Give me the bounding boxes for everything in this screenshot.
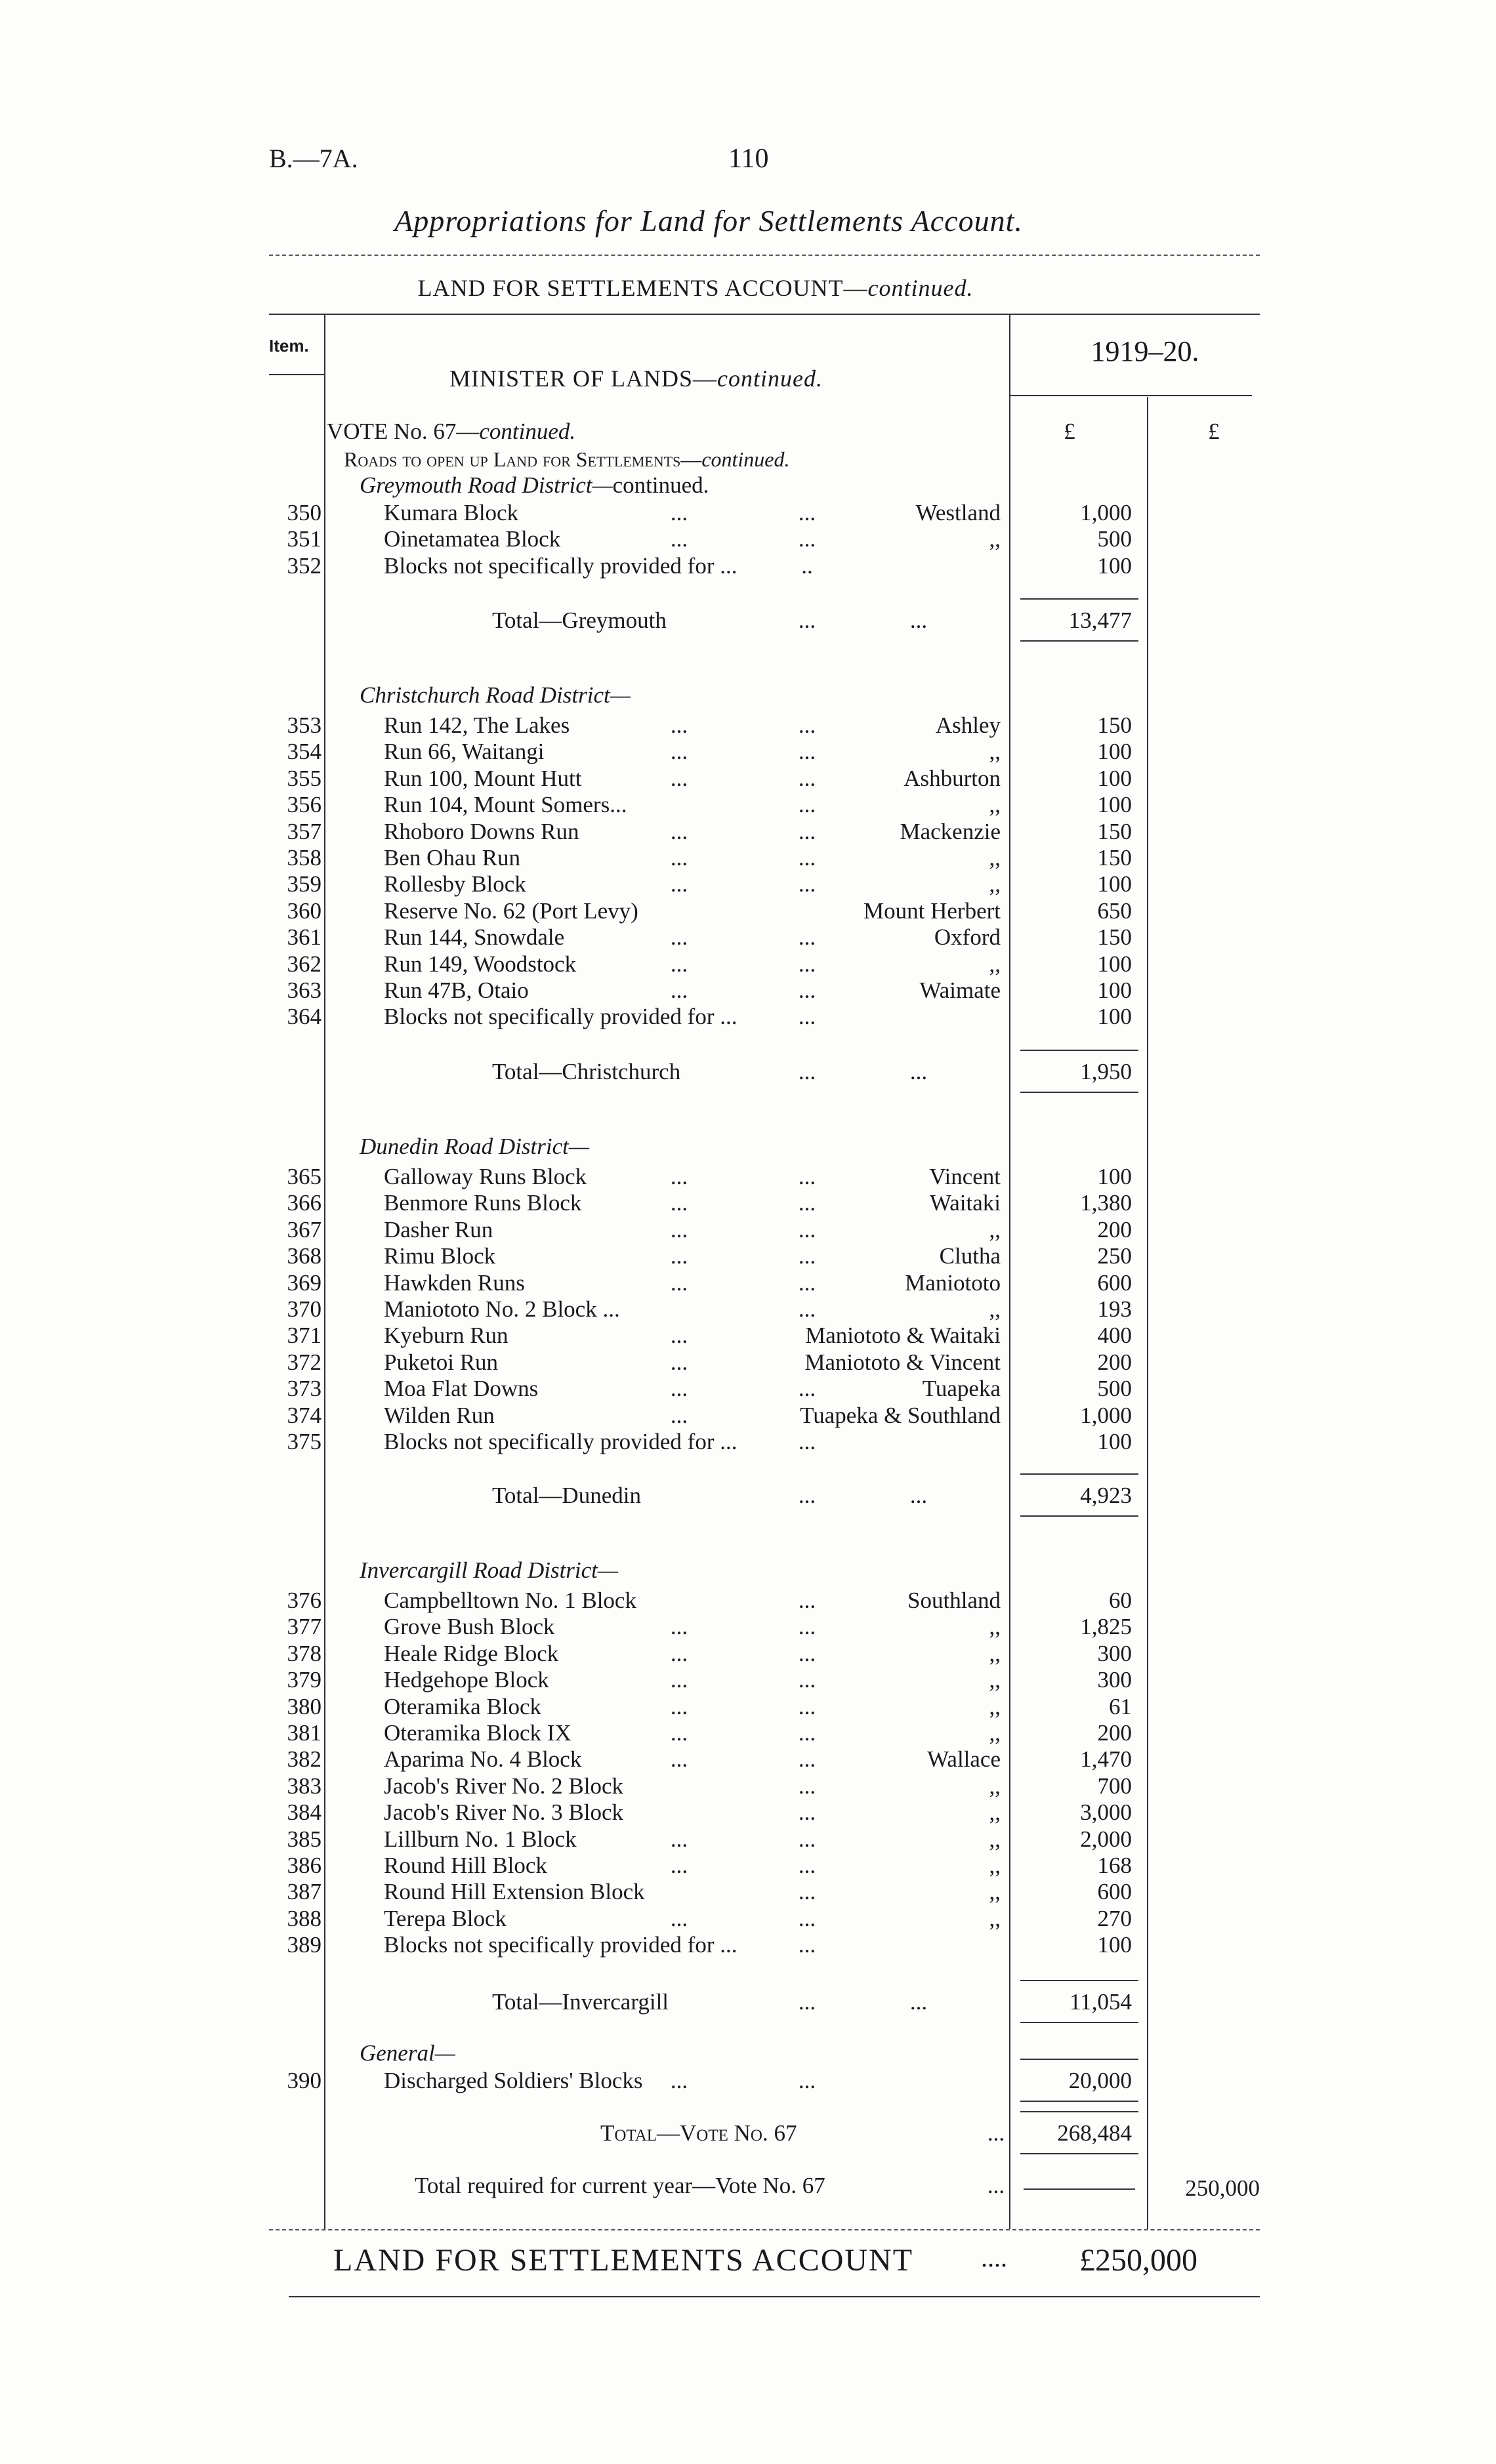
leader-dots: ... <box>670 1349 688 1375</box>
leader-dots: ... <box>798 1614 816 1639</box>
leader-dots: ... <box>670 1270 688 1296</box>
item-description: Run 149, Woodstock <box>384 951 577 977</box>
leader-dots: ... <box>798 1243 816 1269</box>
leader-dots: ... <box>798 977 816 1003</box>
item-amount: 400 <box>1097 1323 1132 1348</box>
item-number: 381 <box>287 1720 322 1746</box>
leader-dots: ... <box>670 1190 688 1216</box>
item-district: Mount Herbert <box>863 898 1001 924</box>
section-total-amount: 4,923 <box>1080 1483 1132 1508</box>
section-heading: Christchurch Road District— <box>360 682 631 708</box>
item-description: Kumara Block <box>384 500 519 525</box>
item-number: 373 <box>287 1376 322 1401</box>
item-district: Ashley <box>935 712 1001 738</box>
item-description: Maniototo No. 2 Block ... <box>384 1296 620 1322</box>
account-subtitle-cont: continued. <box>867 275 974 301</box>
item-number: 366 <box>287 1190 322 1216</box>
item-amount: 100 <box>1097 1932 1132 1958</box>
leader-dots: ... <box>798 845 816 871</box>
item-district: Maniototo <box>905 1270 1001 1296</box>
item-number: 358 <box>287 845 322 871</box>
leader-dots: ... <box>798 951 816 977</box>
item-district: ,, <box>989 792 1001 817</box>
item-amount: 700 <box>1097 1773 1132 1799</box>
item-amount: 650 <box>1097 898 1132 924</box>
leader-dots: ... <box>798 1667 816 1693</box>
item-amount: 200 <box>1097 1349 1132 1375</box>
item-number: 365 <box>287 1164 322 1189</box>
leader-dots: ... <box>670 819 688 844</box>
item-number: 384 <box>287 1799 322 1825</box>
item-amount: 150 <box>1097 845 1132 871</box>
minister-heading <box>449 365 823 392</box>
item-district: Maniototo & Vincent <box>804 1349 1001 1375</box>
item-amount: 500 <box>1097 1376 1132 1401</box>
item-amount: 500 <box>1097 526 1132 552</box>
item-amount: 1,000 <box>1080 500 1132 525</box>
leader-dots: ... <box>798 1270 816 1296</box>
item-description: Campbelltown No. 1 Block <box>384 1588 636 1613</box>
table-top-rule <box>269 314 1260 315</box>
item-district: Vincent <box>929 1164 1001 1189</box>
item-amount: 100 <box>1097 553 1132 579</box>
item-district: ,, <box>989 1614 1001 1639</box>
item-number: 371 <box>287 1323 322 1348</box>
item-district: Wallace <box>927 1746 1001 1772</box>
item-district: ,, <box>989 1826 1001 1852</box>
leader-dots: ... <box>670 1746 688 1772</box>
general-rule-bottom <box>1020 2101 1138 2102</box>
amount-column-divider-left <box>1009 314 1010 2229</box>
item-district: ,, <box>989 845 1001 871</box>
roads-line-cont: continued. <box>701 447 790 471</box>
leader-dots: ... <box>670 2068 688 2093</box>
item-description: Hawkden Runs <box>384 1270 525 1296</box>
item-amount: 3,000 <box>1080 1799 1132 1825</box>
item-number: 354 <box>287 739 322 764</box>
document-reference: B.—7A. <box>269 144 358 173</box>
item-district: Southland <box>907 1588 1001 1613</box>
leader-dots: ... <box>670 1641 688 1666</box>
account-subtitle-main: LAND FOR SETTLEMENTS ACCOUNT— <box>417 275 868 301</box>
item-number: 386 <box>287 1853 322 1878</box>
item-number: 356 <box>287 792 322 817</box>
minister-heading-cont: continued. <box>717 365 823 392</box>
item-district: Westland <box>915 500 1001 525</box>
item-description: Oteramika Block <box>384 1694 542 1719</box>
item-description: Rollesby Block <box>384 871 526 897</box>
vote-line-cont: continued. <box>479 419 576 444</box>
item-district: ,, <box>989 526 1001 552</box>
item-number: 387 <box>287 1879 322 1904</box>
leader-dots: ... <box>798 1773 816 1799</box>
leader-dots: ... <box>670 1403 688 1428</box>
item-description: Blocks not specifically provided for ... <box>384 553 738 579</box>
item-number: 380 <box>287 1694 322 1719</box>
leader-dots: ... <box>798 1217 816 1242</box>
item-number: 374 <box>287 1403 322 1428</box>
leader-dots: ... <box>798 1906 816 1931</box>
section-heading: Invercargill Road District— <box>360 1557 619 1583</box>
leader-dots: ... <box>798 1483 816 1508</box>
section-total-label: Total—Invercargill <box>492 1989 669 2015</box>
item-amount: 100 <box>1097 1164 1132 1189</box>
item-district: ,, <box>989 1879 1001 1904</box>
item-district: ,, <box>989 951 1001 977</box>
leader-dots: ... <box>798 1164 816 1189</box>
item-description: Run 104, Mount Somers... <box>384 792 627 817</box>
item-description: Rhoboro Downs Run <box>384 819 579 844</box>
total-rule-bottom <box>1020 1515 1138 1517</box>
item-description: Terepa Block <box>384 1906 507 1931</box>
item-amount: 100 <box>1097 1004 1132 1029</box>
leader-dots: ... <box>798 526 816 552</box>
account-subtitle <box>0 274 1312 302</box>
item-amount: 2,000 <box>1080 1826 1132 1852</box>
vote-total-dots: ... <box>987 2120 1005 2146</box>
vote-total-rule-top <box>1020 2111 1138 2112</box>
item-description: Aparima No. 4 Block <box>384 1746 582 1772</box>
item-amount: 600 <box>1097 1270 1132 1296</box>
leader-dots: ... <box>670 739 688 764</box>
item-amount: 20,000 <box>1068 2068 1132 2093</box>
total-rule-top <box>1020 1980 1138 1981</box>
item-amount: 200 <box>1097 1217 1132 1242</box>
leader-dots: ... <box>798 1296 816 1322</box>
item-number: 372 <box>287 1349 322 1375</box>
item-district: ,, <box>989 1217 1001 1242</box>
item-amount: 100 <box>1097 871 1132 897</box>
account-footer-dots: .... <box>981 2243 1007 2272</box>
amount-column-divider-middle <box>1147 397 1148 2229</box>
section-heading: Greymouth Road District—continued. <box>360 472 709 498</box>
item-description: Run 66, Waitangi <box>384 739 545 764</box>
item-description: Heale Ridge Block <box>384 1641 559 1666</box>
item-district: ,, <box>989 1799 1001 1825</box>
vote-line-main: VOTE No. 67— <box>327 419 480 444</box>
item-description: Moa Flat Downs <box>384 1376 539 1401</box>
vote-total-rule-bottom <box>1020 2153 1138 2154</box>
item-amount: 100 <box>1097 792 1132 817</box>
leader-dots: ... <box>909 1059 928 1084</box>
item-number: 352 <box>287 553 322 579</box>
leader-dots: ... <box>798 1190 816 1216</box>
roads-line <box>344 446 790 472</box>
leader-dots: ... <box>798 924 816 950</box>
item-description: Puketoi Run <box>384 1349 499 1375</box>
leader-dots: ... <box>798 1429 816 1454</box>
item-description: Run 144, Snowdale <box>384 924 565 950</box>
required-label: Total required for current year—Vote No. 67 <box>415 2173 825 2198</box>
table-bottom-rule <box>269 2229 1260 2230</box>
leader-dots: ... <box>798 1376 816 1401</box>
leader-dots: ... <box>798 871 816 897</box>
item-district: ,, <box>989 1667 1001 1693</box>
item-number: 375 <box>287 1429 322 1454</box>
section-total-label: Total—Dunedin <box>492 1483 641 1508</box>
item-amount: 1,470 <box>1080 1746 1132 1772</box>
item-amount: 100 <box>1097 977 1132 1003</box>
footer-rule <box>289 2296 1260 2297</box>
general-rule-top <box>1020 2059 1138 2060</box>
leader-dots: ... <box>798 739 816 764</box>
year-header-rule <box>1009 395 1252 396</box>
item-district: ,, <box>989 1641 1001 1666</box>
item-description: Jacob's River No. 2 Block <box>384 1773 624 1799</box>
item-amount: 100 <box>1097 951 1132 977</box>
item-amount: 100 <box>1097 1429 1132 1454</box>
item-description: Oinetamatea Block <box>384 526 561 552</box>
item-description: Round Hill Block <box>384 1853 547 1878</box>
leader-dots: ... <box>670 712 688 738</box>
leader-dots: ... <box>670 871 688 897</box>
total-rule-top <box>1020 1473 1138 1475</box>
item-number: 362 <box>287 951 322 977</box>
section-total-amount: 11,054 <box>1070 1989 1132 2015</box>
item-column-divider <box>324 314 325 2229</box>
item-district: ,, <box>989 871 1001 897</box>
item-amount: 270 <box>1097 1906 1132 1931</box>
item-amount: 1,825 <box>1080 1614 1132 1639</box>
leader-dots: ... <box>798 1826 816 1852</box>
leader-dots: ... <box>798 1059 816 1084</box>
item-number: 367 <box>287 1217 322 1242</box>
item-description: Dasher Run <box>384 1217 493 1242</box>
leader-dots: ... <box>798 1641 816 1666</box>
item-district: ,, <box>989 739 1001 764</box>
item-description: Blocks not specifically provided for ... <box>384 1932 738 1958</box>
item-amount: 300 <box>1097 1667 1132 1693</box>
item-number: 370 <box>287 1296 322 1322</box>
leader-dots: ... <box>670 1243 688 1269</box>
item-amount: 60 <box>1109 1588 1132 1613</box>
currency-symbol-1: £ <box>1064 419 1075 444</box>
item-description: Galloway Runs Block <box>384 1164 587 1189</box>
title-rule <box>269 255 1260 256</box>
item-district: Oxford <box>934 924 1001 950</box>
leader-dots: ... <box>670 977 688 1003</box>
item-description: Discharged Soldiers' Blocks <box>384 2068 643 2093</box>
leader-dots: ... <box>670 951 688 977</box>
item-district: Maniototo & Waitaki <box>805 1323 1001 1348</box>
item-column-header: Item. <box>269 336 309 356</box>
item-number: 351 <box>287 526 322 552</box>
total-rule-bottom <box>1020 2022 1138 2023</box>
leader-dots: ... <box>670 500 688 525</box>
item-description: Benmore Runs Block <box>384 1190 582 1216</box>
item-amount: 150 <box>1097 819 1132 844</box>
leader-dots: ... <box>670 1906 688 1931</box>
leader-dots: ... <box>798 792 816 817</box>
vote-total-label <box>600 2120 797 2146</box>
item-district: ,, <box>989 1773 1001 1799</box>
section-heading-suffix: continued. <box>612 472 709 498</box>
item-description: Blocks not specifically provided for ... <box>384 1429 738 1454</box>
item-number: 390 <box>287 2068 322 2093</box>
leader-dots: ... <box>798 1853 816 1878</box>
leader-dots: ... <box>798 607 816 633</box>
vote-total-text: Total—Vote No. 67 <box>600 2120 797 2146</box>
item-header-rule <box>269 374 324 375</box>
leader-dots: ... <box>670 1853 688 1878</box>
leader-dots: ... <box>798 1746 816 1772</box>
item-amount: 300 <box>1097 1641 1132 1666</box>
section-heading: Dunedin Road District— <box>360 1134 589 1159</box>
item-district: ,, <box>989 1720 1001 1746</box>
item-amount: 193 <box>1097 1296 1132 1322</box>
leader-dots: ... <box>670 845 688 871</box>
item-number: 361 <box>287 924 322 950</box>
leader-dots: ... <box>909 1989 928 2015</box>
item-number: 364 <box>287 1004 322 1029</box>
minister-heading-main: MINISTER OF LANDS— <box>449 365 718 392</box>
item-number: 363 <box>287 977 322 1003</box>
item-amount: 168 <box>1097 1853 1132 1878</box>
item-district: Clutha <box>939 1243 1001 1269</box>
section-total-amount: 1,950 <box>1080 1059 1132 1084</box>
leader-dots: ... <box>670 1720 688 1746</box>
leader-dots: ... <box>798 712 816 738</box>
leader-dots: ... <box>670 1376 688 1401</box>
section-heading: General— <box>360 2040 455 2066</box>
leader-dots: ... <box>670 924 688 950</box>
item-amount: 200 <box>1097 1720 1132 1746</box>
item-number: 350 <box>287 500 322 525</box>
vote-total-amount: 268,484 <box>1057 2120 1132 2146</box>
leader-dots: ... <box>798 2068 816 2093</box>
year-column-header: 1919–20. <box>1091 335 1199 367</box>
item-number: 388 <box>287 1906 322 1931</box>
item-amount: 61 <box>1109 1694 1132 1719</box>
leader-dots: ... <box>798 1694 816 1719</box>
item-district: ,, <box>989 1906 1001 1931</box>
roads-line-main: Roads to open up Land for Settlements— <box>344 447 702 471</box>
item-district: Waitaki <box>930 1190 1001 1216</box>
item-number: 353 <box>287 712 322 738</box>
required-dash-rule <box>1024 2188 1135 2190</box>
item-description: Kyeburn Run <box>384 1323 509 1348</box>
leader-dots: ... <box>798 500 816 525</box>
leader-dots: .. <box>801 553 813 579</box>
item-description: Oteramika Block IX <box>384 1720 571 1746</box>
item-description: Jacob's River No. 3 Block <box>384 1799 624 1825</box>
item-district: Ashburton <box>904 766 1001 791</box>
section-total-label: Total—Christchurch <box>492 1059 681 1084</box>
leader-dots: ... <box>798 1799 816 1825</box>
item-description: Run 142, The Lakes <box>384 712 570 738</box>
item-description: Grove Bush Block <box>384 1614 555 1639</box>
item-amount: 600 <box>1097 1879 1132 1904</box>
leader-dots: ... <box>798 1720 816 1746</box>
item-description: Blocks not specifically provided for ... <box>384 1004 738 1029</box>
leader-dots: ... <box>798 1588 816 1613</box>
vote-line <box>327 419 575 445</box>
item-description: Ben Ohau Run <box>384 845 521 871</box>
item-number: 376 <box>287 1588 322 1613</box>
section-total-label: Total—Greymouth <box>492 607 667 633</box>
item-district: ,, <box>989 1853 1001 1878</box>
total-rule-top <box>1020 598 1138 600</box>
item-amount: 250 <box>1097 1243 1132 1269</box>
item-district: Waimate <box>919 977 1001 1003</box>
leader-dots: ... <box>798 1932 816 1958</box>
leader-dots: ... <box>798 1989 816 2015</box>
item-district: Mackenzie <box>900 819 1001 844</box>
item-number: 359 <box>287 871 322 897</box>
item-amount: 150 <box>1097 712 1132 738</box>
leader-dots: ... <box>798 819 816 844</box>
leader-dots: ... <box>670 1667 688 1693</box>
item-description: Lillburn No. 1 Block <box>384 1826 577 1852</box>
leader-dots: ... <box>670 1826 688 1852</box>
leader-dots: ... <box>798 1879 816 1904</box>
leader-dots: ... <box>909 607 928 633</box>
required-amount: 250,000 <box>1185 2175 1260 2201</box>
total-rule-bottom <box>1020 640 1138 642</box>
item-district: ,, <box>989 1296 1001 1322</box>
leader-dots: ... <box>670 766 688 791</box>
item-number: 382 <box>287 1746 322 1772</box>
item-amount: 100 <box>1097 766 1132 791</box>
item-number: 379 <box>287 1667 322 1693</box>
page-number: 110 <box>728 144 769 174</box>
leader-dots: ... <box>909 1483 928 1508</box>
leader-dots: ... <box>670 1323 688 1348</box>
leader-dots: ... <box>670 1164 688 1189</box>
item-number: 357 <box>287 819 322 844</box>
section-total-amount: 13,477 <box>1068 607 1132 633</box>
item-district: ,, <box>989 1694 1001 1719</box>
item-description: Round Hill Extension Block <box>384 1879 645 1904</box>
leader-dots: ... <box>798 1004 816 1029</box>
item-number: 369 <box>287 1270 322 1296</box>
item-number: 368 <box>287 1243 322 1269</box>
item-description: Wilden Run <box>384 1403 495 1428</box>
leader-dots: ... <box>670 1614 688 1639</box>
item-number: 377 <box>287 1614 322 1639</box>
item-amount: 150 <box>1097 924 1132 950</box>
page-title: Appropriations for Land for Settlements Account. <box>394 204 1023 237</box>
total-rule-top <box>1020 1050 1138 1051</box>
item-district: Tuapeka & Southland <box>800 1403 1001 1428</box>
currency-symbol-2: £ <box>1208 419 1220 444</box>
item-amount: 1,380 <box>1080 1190 1132 1216</box>
item-description: Reserve No. 62 (Port Levy) <box>384 898 638 924</box>
total-rule-bottom <box>1020 1092 1138 1093</box>
account-footer-amount: £250,000 <box>1079 2243 1197 2278</box>
item-number: 385 <box>287 1826 322 1852</box>
item-description: Rimu Block <box>384 1243 496 1269</box>
item-amount: 100 <box>1097 739 1132 764</box>
item-number: 383 <box>287 1773 322 1799</box>
item-district: Tuapeka <box>922 1376 1001 1401</box>
item-number: 355 <box>287 766 322 791</box>
leader-dots: ... <box>670 1694 688 1719</box>
leader-dots: ... <box>670 526 688 552</box>
item-description: Run 47B, Otaio <box>384 977 529 1003</box>
item-description: Hedgehope Block <box>384 1667 549 1693</box>
item-number: 389 <box>287 1932 322 1958</box>
account-footer-label: LAND FOR SETTLEMENTS ACCOUNT <box>333 2243 914 2278</box>
leader-dots: ... <box>670 1217 688 1242</box>
item-description: Run 100, Mount Hutt <box>384 766 582 791</box>
required-dots: ... <box>987 2173 1005 2198</box>
item-amount: 1,000 <box>1080 1403 1132 1428</box>
item-number: 378 <box>287 1641 322 1666</box>
item-number: 360 <box>287 898 322 924</box>
leader-dots: ... <box>798 766 816 791</box>
